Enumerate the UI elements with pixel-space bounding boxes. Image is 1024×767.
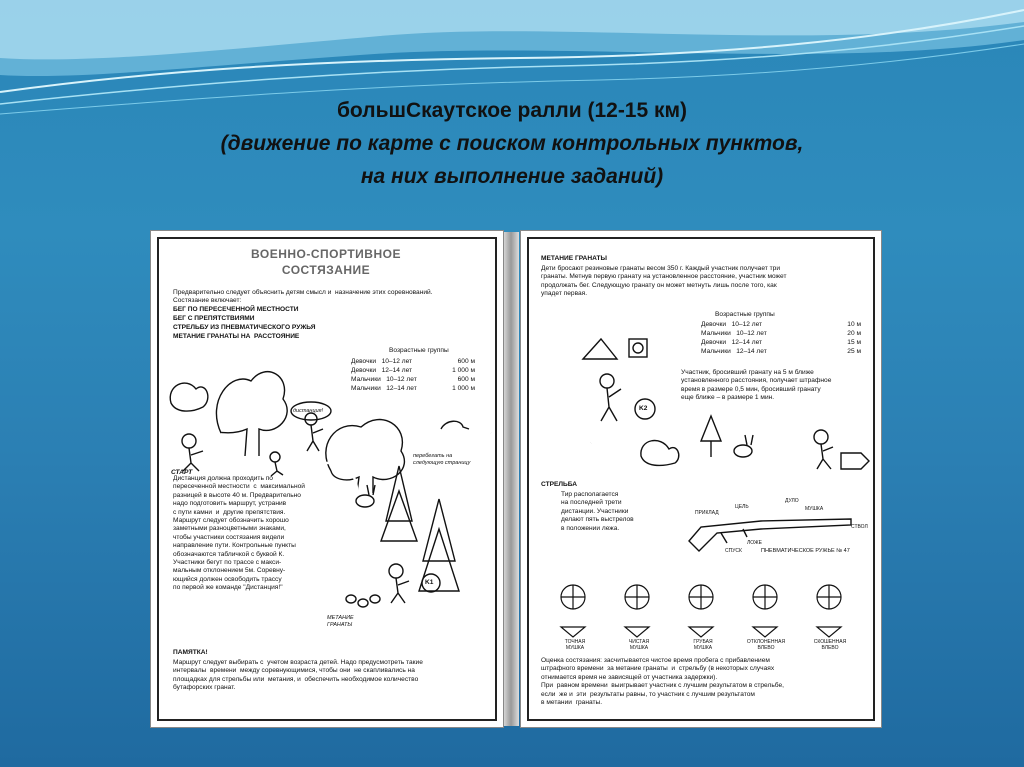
age-group-row: Мальчики 12–14 лет 25 м	[701, 348, 861, 355]
sight-label: ЧИСТАЯ МУШКА	[628, 639, 650, 651]
right-grenade-illustration	[521, 231, 881, 727]
rifle-caption: ПНЕВМАТИЧЕСКОЕ РУЖЬЕ № 47	[761, 548, 850, 554]
thrower-figure-icon	[600, 374, 621, 421]
distance-bubble-label: дистанция!	[293, 408, 324, 414]
mountain-icon	[583, 339, 617, 359]
shooting-section-label: СТРЕЛЬБА	[541, 481, 578, 488]
rifle-part-label: ДУЛО	[785, 498, 799, 504]
target-icon	[629, 339, 647, 357]
left-body-text: Дистанция должна проходить по пересеченной местности с максимальной разницей в высоте 40 м. Предварительно надо подготовить маршрут, устранив с пути камни и другие препятствия. Маршрут следует обозначить хорошо заметными разноцветными знаками, чтобы участники состязания видели направление пути. Контрольные пункты обозначаются табличкой с буквой К. Участники бегут по трассе с макси- мальным отклонением 5м. Соревну- ющийся должен освободить трассу по первой же команде "Дистанция!"	[173, 475, 305, 592]
grenades-icon	[346, 595, 380, 607]
event-item: СТРЕЛЬБУ ИЗ ПНЕВМАТИЧЕСКОГО РУЖЬЯ	[173, 324, 316, 331]
rabbit-icon	[734, 435, 753, 457]
right-book-page	[520, 230, 882, 728]
sight-label: СКОШЕННАЯ ВЛЕВО	[813, 639, 847, 651]
runner-figure-icon	[270, 452, 283, 476]
sight-icon	[753, 585, 777, 637]
left-intro-text: Предварительно следует объяснить детям смысл и назначение этих соревнований.	[173, 289, 433, 296]
right-age-groups-label: Возрастные группы	[715, 311, 775, 318]
sight-label: ОТКЛОНЕННАЯ ВЛЕВО	[746, 639, 786, 651]
next-page-label: перебегать на следующую страницу	[413, 453, 471, 466]
shooting-section-text: Тир располагается на последней трети дистанции. Участники делают пять выстрелов в положении лежа.	[561, 491, 634, 532]
sights-row	[561, 585, 841, 637]
rifle-part-label: ПРИКЛАД	[695, 510, 719, 516]
title-line-2: (движение по карте с поиском контрольных пунктов,	[220, 132, 804, 155]
spruce-tree-icon	[381, 466, 417, 541]
grenade-area-label: МЕТАНИЕ ГРАНАТЫ	[327, 615, 354, 628]
age-group-row: Мальчики 12–14 лет 1 000 м	[351, 385, 475, 392]
book-gutter	[503, 232, 519, 726]
left-book-page	[150, 230, 504, 728]
arrow-sign-icon	[841, 453, 869, 469]
tree-icon	[216, 372, 287, 456]
bush-icon	[170, 383, 208, 411]
rabbit-icon	[356, 485, 375, 507]
age-group-row: Девочки 12–14 лет 15 м	[701, 339, 861, 346]
age-group-row: Девочки 10–12 лет 10 м	[701, 321, 861, 328]
sight-label: ГРУБАЯ МУШКА	[693, 639, 713, 651]
checkpoint-k1-label: K1	[425, 579, 434, 586]
includes-label: Состязание включает:	[173, 297, 242, 304]
event-item: БЕГ С ПРЕПЯТСТВИЯМИ	[173, 315, 255, 322]
memo-label: ПАМЯТКА!	[173, 649, 208, 656]
title-line-1: большСкаутское ралли (12-15 км)	[336, 99, 688, 122]
scoring-text: Оценка состязания: засчитывается чистое время пробега с прибавлением штрафного времени за метание гранаты и стрельбу (в некоторых случаях отнимается время не зависящей от участника задержки). При равном времени выигрывает участник с лучшим результатом в стрельбе, если же и эти результаты равны, то участник с лучшим результатом в метании гранаты.	[541, 657, 784, 707]
age-groups-label: Возрастные группы	[389, 347, 449, 354]
sight-icon	[561, 585, 585, 637]
rifle-part-label: МУШКА	[805, 506, 824, 512]
grenade-section-text: Дети бросают резиновые гранаты весом 350 г. Каждый участник получает три гранаты. Метнув первую гранату на установленное расстояние, участник может продолжать бег. Следующую гранату он может метнуть лишь после того, как упадет первая.	[541, 265, 787, 298]
sight-label: ТОЧНАЯ МУШКА	[564, 639, 586, 651]
sight-icon	[689, 585, 713, 637]
tree-icon	[701, 416, 721, 457]
grenade-section-label: МЕТАНИЕ ГРАНАТЫ	[541, 255, 607, 262]
event-item: МЕТАНИЕ ГРАНАТЫ НА РАССТОЯНИЕ	[173, 333, 300, 340]
age-group-row: Девочки 12–14 лет 1 000 м	[351, 367, 475, 374]
rifle-part-label: СТВОЛ	[851, 524, 868, 530]
slide-title	[0, 94, 1024, 193]
checkpoint-k2-label: K2	[639, 405, 648, 412]
left-heading-line1: ВОЕННО-СПОРТИВНОЕ	[251, 247, 401, 261]
snail-icon	[441, 421, 469, 429]
big-tree-icon	[326, 420, 405, 493]
rifle-part-label: ЛОЖЕ	[747, 540, 763, 546]
sight-icon	[817, 585, 841, 637]
memo-text: Маршрут следует выбирать с учетом возраста детей. Надо предусмотреть такие интервалы времени между соревнующимися, чтобы они не скапливались на площадках для стрельбы или метания, и обеспечить необходимое количество бутафорских гранат.	[173, 659, 423, 692]
penalty-text: Участник, бросивший гранату на 5 м ближе установленного расстояния, получает штрафное время в размере 0,5 мин, бросивший гранату еще ближе – в размере 1 мин.	[681, 369, 832, 402]
runner-figure-icon	[389, 564, 409, 603]
left-heading-line2: СОСТЯЗАНИЕ	[281, 263, 371, 277]
age-group-row: Мальчики 10–12 лет 600 м	[351, 376, 475, 383]
rifle-part-label: СПУСК	[725, 548, 742, 554]
event-item: БЕГ ПО ПЕРЕСЕЧЕННОЙ МЕСТНОСТИ	[173, 306, 299, 313]
start-label: СТАРТ	[171, 469, 193, 476]
age-group-row: Девочки 10–12 лет 600 м	[351, 358, 475, 365]
title-line-3: на них выполнение заданий)	[360, 165, 664, 188]
age-group-row: Мальчики 10–12 лет 20 м	[701, 330, 861, 337]
rifle-part-label: ЦЕЛЬ	[735, 504, 749, 510]
bush-icon	[641, 441, 679, 466]
runner-figure-icon	[182, 434, 203, 471]
sight-icon	[625, 585, 649, 637]
